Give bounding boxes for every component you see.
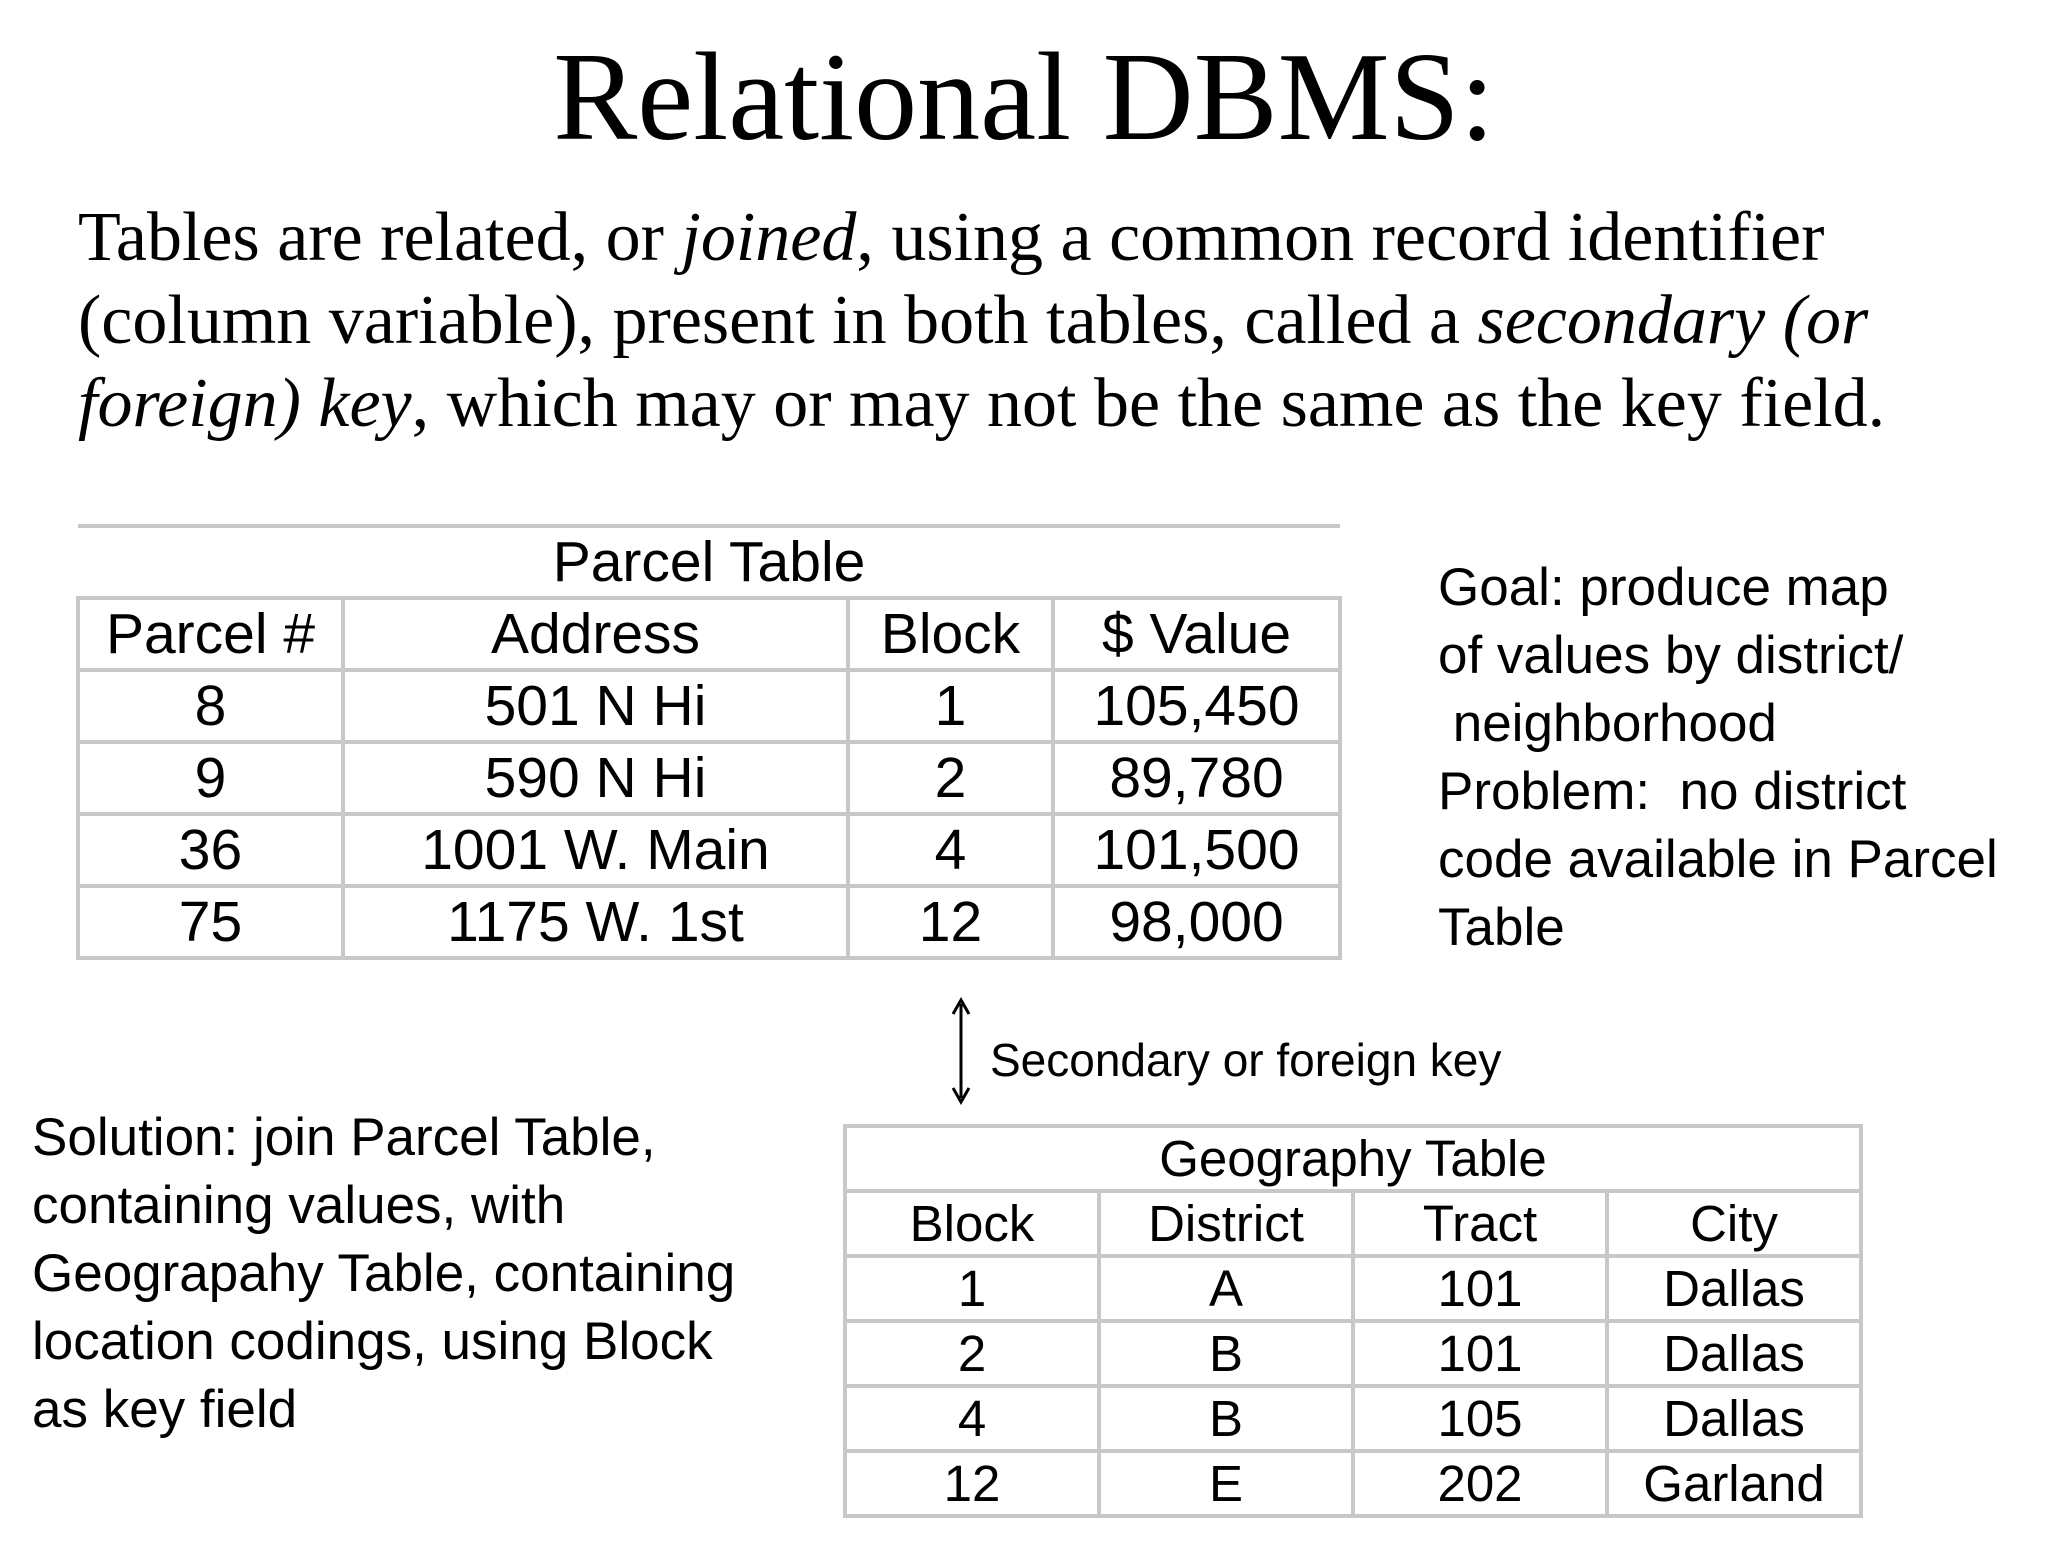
table-row [78, 814, 1340, 886]
slide-title: Relational DBMS: [553, 28, 1495, 167]
intro-text: Tables are related, or [78, 199, 682, 276]
parcel-cell: 101,500 [1053, 814, 1340, 886]
geography-cell: Dallas [1607, 1321, 1861, 1386]
parcel-cell: 8 [78, 670, 343, 742]
intro-emphasis: joined [681, 199, 857, 276]
table-row [845, 1386, 1861, 1451]
intro-paragraph [78, 196, 2038, 445]
geography-cell: B [1099, 1321, 1353, 1386]
parcel-table [76, 524, 1342, 960]
geography-header-cell: Block [845, 1191, 1099, 1256]
parcel-cell: 501 N Hi [343, 670, 848, 742]
geography-cell: 2 [845, 1321, 1099, 1386]
geography-cell: 202 [1353, 1451, 1607, 1516]
geography-cell: 4 [845, 1386, 1099, 1451]
parcel-header-cell: Block [848, 598, 1053, 670]
geography-header-cell: District [1099, 1191, 1353, 1256]
intro-text: (column variable), present in both tables, called a [78, 282, 1478, 359]
geography-cell: 12 [845, 1451, 1099, 1516]
parcel-cell: 98,000 [1053, 886, 1340, 958]
geography-header-cell: Tract [1353, 1191, 1607, 1256]
geography-header-cell: City [1607, 1191, 1861, 1256]
parcel-table-caption: Parcel Table [78, 526, 1340, 598]
double-arrow-icon [946, 996, 976, 1106]
geography-cell: B [1099, 1386, 1353, 1451]
intro-text: , using a common record identifier [856, 199, 1825, 276]
intro-emphasis: foreign) key [78, 365, 412, 442]
intro-line-3 [78, 362, 2038, 445]
parcel-cell: 1175 W. 1st [343, 886, 848, 958]
table-row [78, 742, 1340, 814]
solution-note: Solution: join Parcel Table, containing values, with Geograpahy Table, containing location codings, using Block as key field [32, 1108, 736, 1439]
table-row [78, 670, 1340, 742]
parcel-cell: 75 [78, 886, 343, 958]
table-row [78, 886, 1340, 958]
table-row [845, 1451, 1861, 1516]
geography-cell: A [1099, 1256, 1353, 1321]
parcel-cell: 12 [848, 886, 1053, 958]
table-row [845, 1321, 1861, 1386]
geography-cell: E [1099, 1451, 1353, 1516]
foreign-key-label: Secondary or foreign key [990, 1034, 1502, 1086]
parcel-cell: 9 [78, 742, 343, 814]
geography-cell: 101 [1353, 1256, 1607, 1321]
parcel-cell: 4 [848, 814, 1053, 886]
parcel-cell: 1 [848, 670, 1053, 742]
table-row [845, 1256, 1861, 1321]
goal-note: Goal: produce map of values by district/ neighborhood Problem: no district code available in Parcel Table [1438, 558, 1998, 957]
intro-line-2 [78, 279, 2038, 362]
parcel-header-cell: $ Value [1053, 598, 1340, 670]
geography-cell: Dallas [1607, 1386, 1861, 1451]
parcel-cell: 36 [78, 814, 343, 886]
geography-cell: 105 [1353, 1386, 1607, 1451]
parcel-cell: 2 [848, 742, 1053, 814]
parcel-cell: 89,780 [1053, 742, 1340, 814]
geography-cell: Garland [1607, 1451, 1861, 1516]
parcel-cell: 590 N Hi [343, 742, 848, 814]
intro-text: , which may or may not be the same as the key field. [411, 365, 1886, 442]
parcel-header-cell: Address [343, 598, 848, 670]
geography-cell: Dallas [1607, 1256, 1861, 1321]
geography-table-caption: Geography Table [845, 1126, 1861, 1191]
geography-cell: 101 [1353, 1321, 1607, 1386]
parcel-cell: 105,450 [1053, 670, 1340, 742]
parcel-cell: 1001 W. Main [343, 814, 848, 886]
parcel-header-cell: Parcel # [78, 598, 343, 670]
geography-table [843, 1124, 1863, 1518]
intro-emphasis: secondary (or [1477, 282, 1869, 359]
intro-line-1 [78, 196, 2038, 279]
geography-cell: 1 [845, 1256, 1099, 1321]
